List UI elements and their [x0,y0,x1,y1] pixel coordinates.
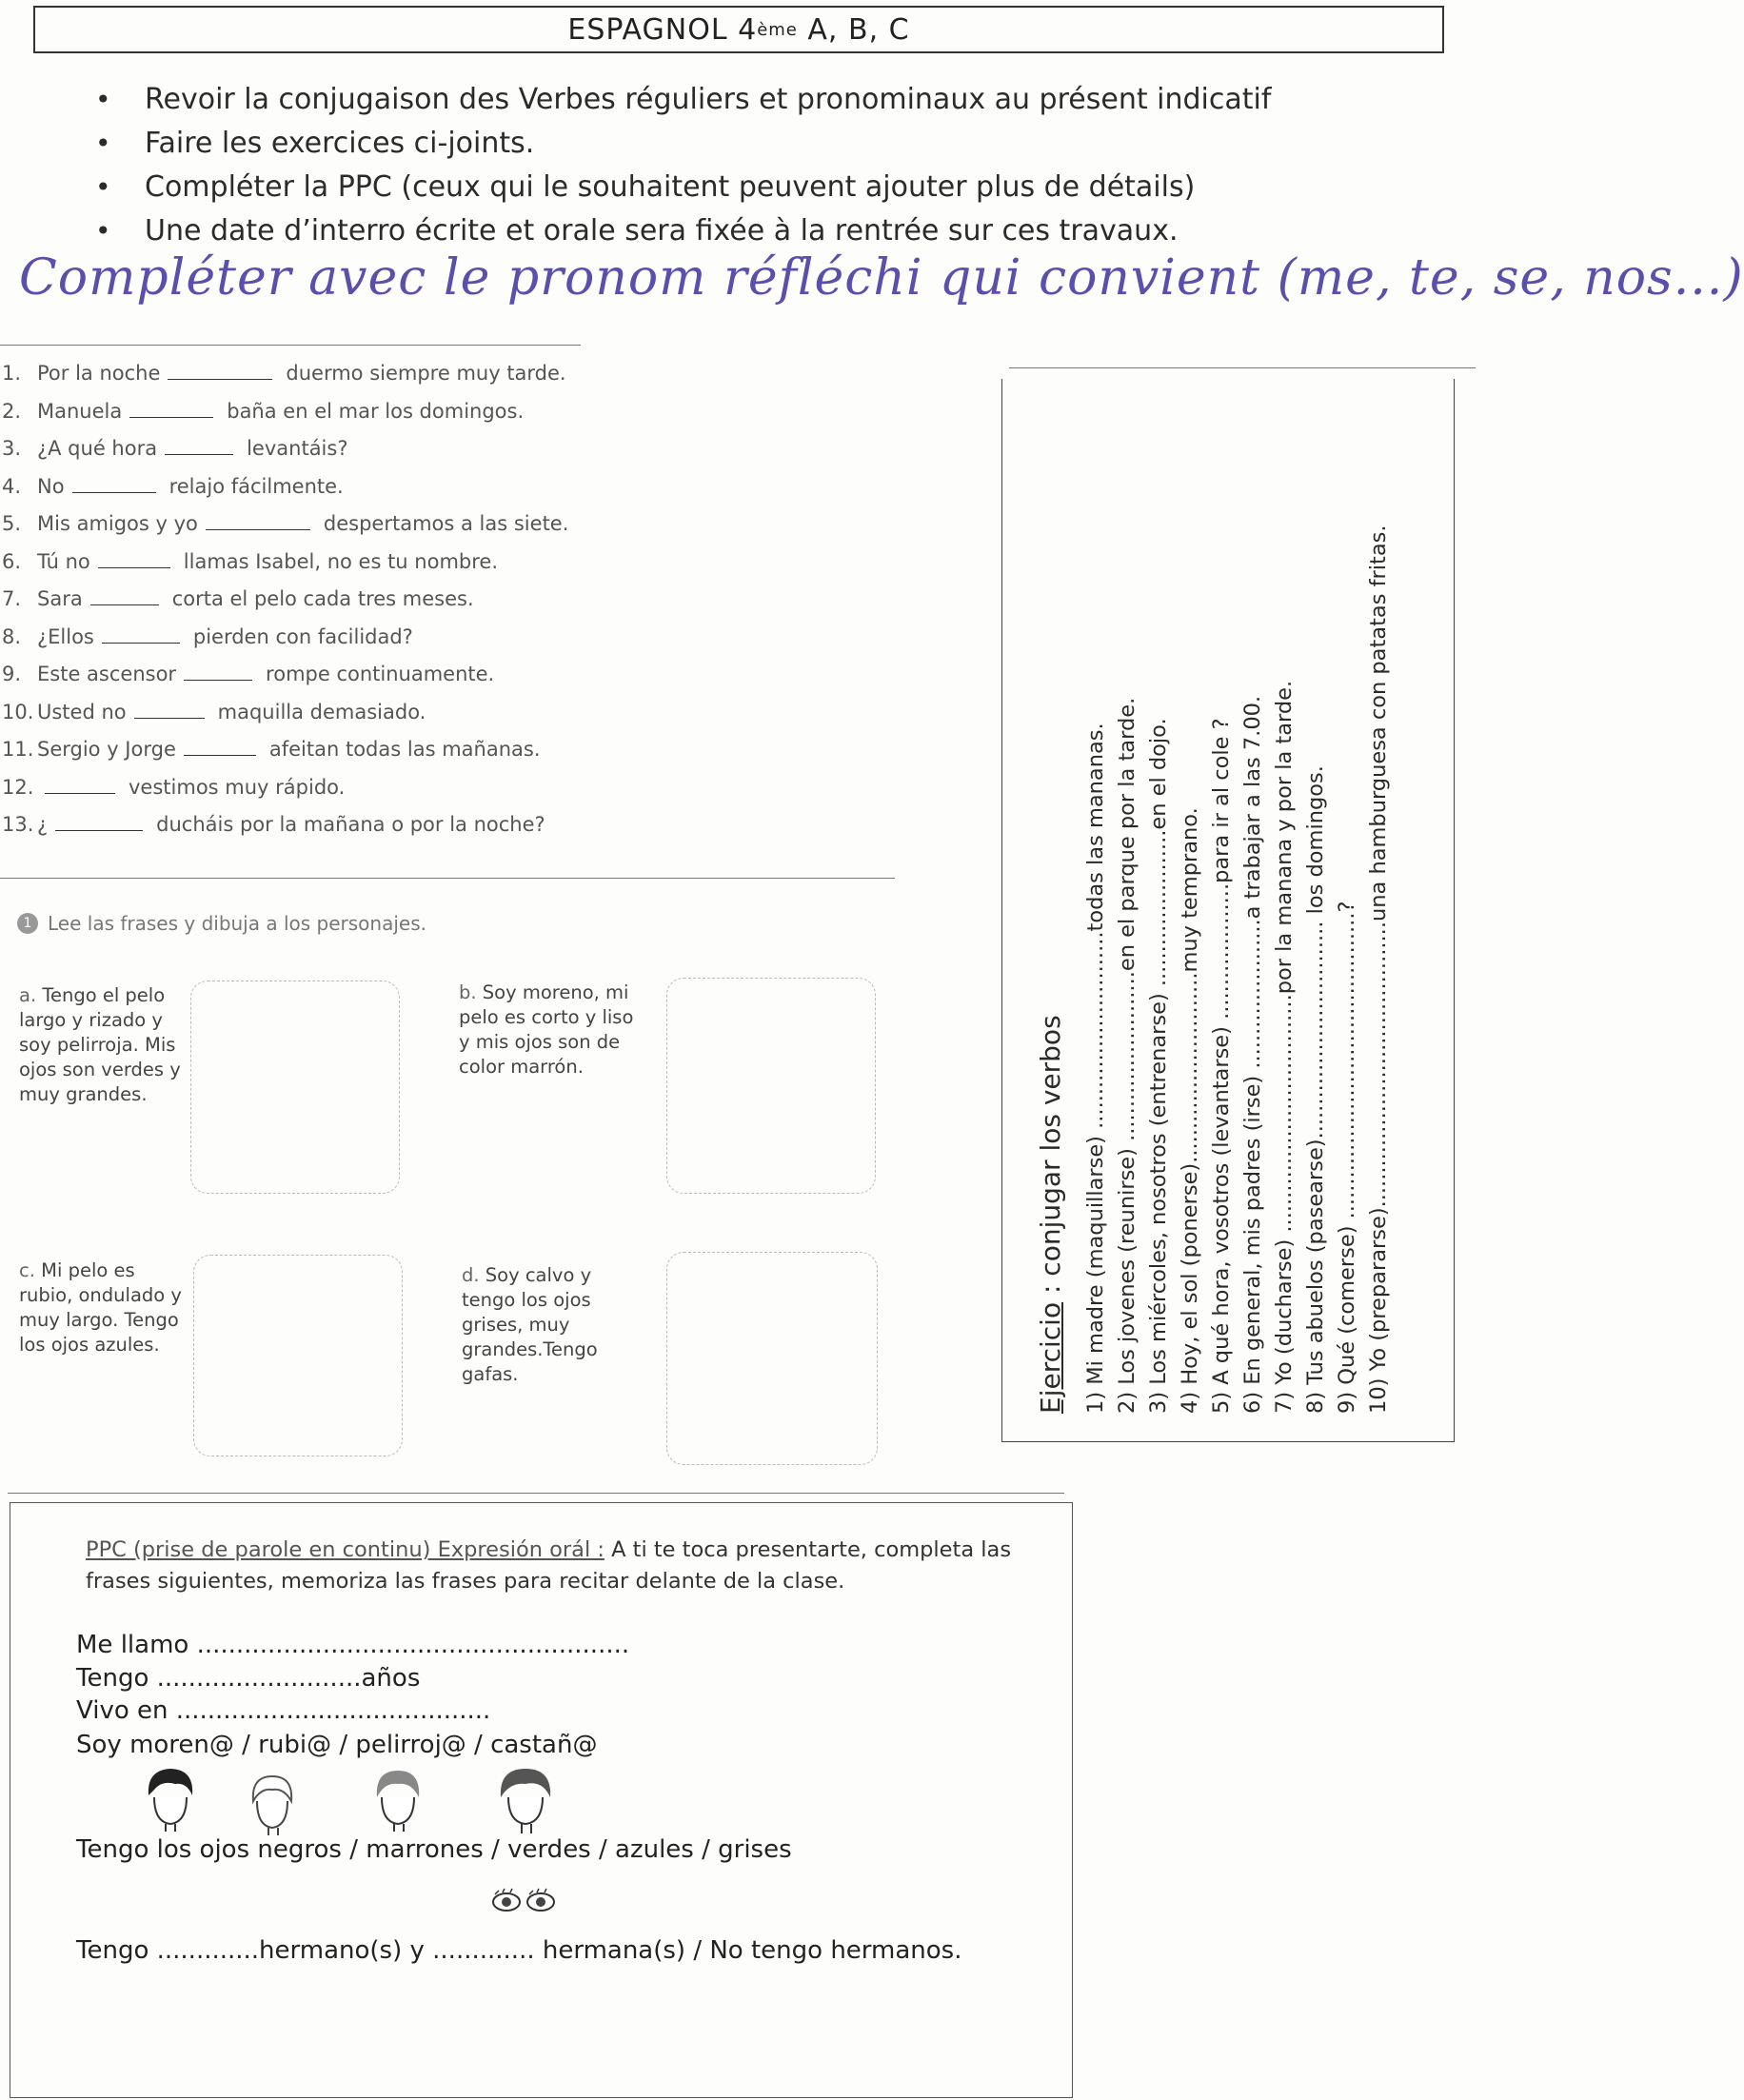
item-sentence [37,512,568,535]
item-number: 10. [2,700,34,723]
item-number: 11. [2,738,34,761]
conjugation-item: 1) Mi madre (maquillarse) .............................todas las mananas. [1083,723,1108,1414]
item-number: 13. [2,813,34,836]
conjugation-item: 9) Qué (comerse) .............................................? [1335,901,1359,1414]
ppc-line-city: Vivo en ........................................ [76,1696,491,1725]
description-b: b. Soy moreno, mi pelo es corto y liso y mis ojos son de color marrón. [459,981,634,1078]
item-number: 3. [2,437,22,460]
answer-blank[interactable] [184,740,256,756]
sentence-start: ¿Ellos [37,624,94,648]
conjugation-item: 8) Tus abuelos (pasearse)................................ los domingos. [1303,765,1328,1414]
instruction-list [90,78,1423,253]
item-sentence [37,400,524,423]
answer-blank[interactable] [184,664,252,681]
item-sentence [37,701,426,723]
ppc-line-siblings: Tengo .............hermano(s) y ............. hermana(s) / No tengo hermanos. [76,1936,962,1965]
sentence-end: afeitan todas las mañanas. [268,738,541,761]
sentence-start: Sara [37,587,83,610]
sentence-start: ¿A qué hora [37,437,158,460]
sentence-start: Este ascensor [37,663,177,685]
sentence-end: relajo fácilmente. [168,474,344,498]
exercise-item [0,776,590,814]
sentence-start: Usted no [37,700,127,723]
exercise-item [0,587,590,625]
sentence-end: corta el pelo cada tres meses. [171,587,474,610]
divider [0,878,895,879]
conjugation-exercise-box [1001,379,1455,1442]
item-sentence [37,437,347,460]
item-sentence [37,362,566,385]
description-c: c. Mi pelo es rubio, ondulado y muy largo. Tengo los ojos azules. [19,1259,182,1356]
answer-blank[interactable] [165,439,233,455]
sentence-start: Manuela [37,399,123,423]
conjugation-list [1083,407,1397,1414]
title-main: ESPAGNOL 4 [567,12,758,47]
instruction-item: • Revoir la conjugaison des Verbes réguliers et pronominaux au présent indicatif [90,78,1423,122]
sentence-end: llamas Isabel, no es tu nombre. [183,549,498,573]
dark-hair-head-icon [141,1763,200,1833]
exercise-item [0,437,590,475]
item-number: 2. [2,399,22,423]
sentence-end: rompe continuamente. [266,663,495,685]
item-sentence [37,587,474,610]
answer-blank[interactable] [134,703,205,719]
divider [0,345,581,346]
brown-hair-head-icon [495,1763,556,1835]
exercise-number-badge: 1 [17,913,38,934]
exercise-item [0,512,590,550]
answer-blank[interactable] [72,477,156,493]
eyes-icon [487,1887,560,1915]
exercise-item [0,550,590,588]
item-number: 6. [2,549,22,573]
conjugation-exercise-content [1002,379,1456,1442]
sentence-end: vestimos muy rápido. [129,775,346,799]
sentence-start: Sergio y Jorge [37,738,176,761]
sentence-start: Por la noche [37,362,161,385]
conjugation-item: 3) Los miércoles, nosotros (entrenarse) .......................en el dojo. [1146,718,1171,1414]
sentence-end: duermo siempre muy tarde. [286,362,566,385]
red-hair-head-icon [369,1765,426,1833]
exercise-item [0,625,590,664]
conjugation-item: 4) Hoy, el sol (ponerse)............................muy temprano. [1178,807,1202,1414]
sentence-end: ducháis por la mañana o por la noche? [156,813,545,836]
exercise-item [0,663,590,701]
description-a: a. Tengo el pelo largo y rizado y soy pelirroja. Mis ojos son verdes y muy grandes. [19,984,181,1105]
drawing-frame-c[interactable] [193,1255,403,1456]
answer-blank[interactable] [45,778,115,794]
exercise-item [0,362,590,400]
item-sentence [37,738,541,761]
drawing-frame-b[interactable] [666,978,876,1194]
reflexive-exercise-list [0,362,590,851]
item-sentence [37,776,345,799]
sentence-start: Mis amigos y yo [37,512,198,535]
item-sentence [37,663,494,685]
ppc-line-name: Me llamo ....................................................... [76,1631,630,1659]
blond-hair-head-icon [246,1771,299,1837]
ppc-line-age: Tengo ..........................años [76,1664,421,1693]
conjugation-item: 2) Los jovenes (reunirse) .........................en el parque por la tarde. [1115,697,1140,1414]
exercise-item [0,813,590,851]
item-number: 9. [2,663,22,685]
conjugation-item: 7) Yo (ducharse) ...................................por la manana y por la tarde. [1272,680,1297,1414]
instruction-item: • Une date d’interro écrite et orale sera fixée à la rentrée sur ces travaux. [90,209,1423,253]
instruction-item: • Compléter la PPC (ceux qui le souhaitent peuvent ajouter plus de détails) [90,166,1423,209]
sentence-start: ¿ [37,813,49,836]
instruction-item: • Faire les exercices ci-joints. [90,122,1423,166]
exercise-item [0,701,590,739]
conjugation-item: 6) En general, mis padres (irse) ......................a trabajar a las 7.00. [1240,695,1265,1414]
conjugation-item: 5) A qué hora, vosotros (levantarse) ....................para ir al cole ? [1209,718,1234,1414]
item-number: 5. [2,512,22,535]
answer-blank[interactable] [206,514,310,530]
conjugation-title: Ejercicio : conjugar los verbos [1035,1015,1066,1414]
drawing-frame-d[interactable] [666,1252,878,1465]
answer-blank[interactable] [55,815,143,831]
item-number: 8. [2,624,22,648]
page-title [33,6,1444,53]
sentence-start: Tú no [37,549,90,573]
answer-blank[interactable] [168,364,272,380]
title-sup: ème [757,19,798,40]
ppc-intro: PPC (prise de parole en continu) Expresión orál : A ti te toca presentarte, completa las frases siguientes, memoriza las frases para recitar delante de la clase. [86,1537,1012,1594]
drawing-frame-a[interactable] [190,981,400,1194]
ppc-line-hair: Soy moren@ / rubi@ / pelirroj@ / castañ@ [76,1731,598,1759]
ppc-line-eyes: Tengo los ojos negros / marrones / verdes / azules / grises [76,1835,792,1864]
answer-blank[interactable] [102,627,180,644]
description-d: d. Soy calvo y tengo los ojos grises, muy grandes.Tengo gafas. [462,1264,598,1385]
divider [1009,367,1476,368]
sentence-end: despertamos a las siete. [323,512,569,535]
item-sentence [37,550,498,573]
item-sentence [37,625,413,648]
exercise-item [0,475,590,513]
answer-blank[interactable] [98,552,170,568]
sentence-end: levantáis? [247,437,348,460]
divider [8,1493,1064,1494]
item-number: 7. [2,587,22,610]
answer-blank[interactable] [90,589,159,605]
item-number: 1. [2,362,22,385]
handwritten-instruction: Compléter avec le pronom réfléchi qui convient (me, te, se, nos...) [19,249,1744,307]
item-number: 4. [2,474,22,498]
exercise-item [0,738,590,776]
sentence-end: baña en el mar los domingos. [227,399,525,423]
sentence-end: pierden con facilidad? [192,624,413,648]
item-sentence [37,475,344,498]
exercise-item [0,400,590,438]
sentence-end: maquilla demasiado. [217,700,426,723]
title-classes: A, B, C [797,12,910,47]
answer-blank[interactable] [129,402,213,418]
draw-instruction [17,912,426,935]
item-sentence [37,813,545,836]
sentence-start: No [37,474,65,498]
conjugation-item: 10) Yo (prepararse)..........................................una hamburguesa con patatas fritas. [1366,525,1391,1414]
item-number: 12. [2,775,34,799]
draw-instruction-text: Lee las frases y dibuja a los personajes. [48,912,426,935]
